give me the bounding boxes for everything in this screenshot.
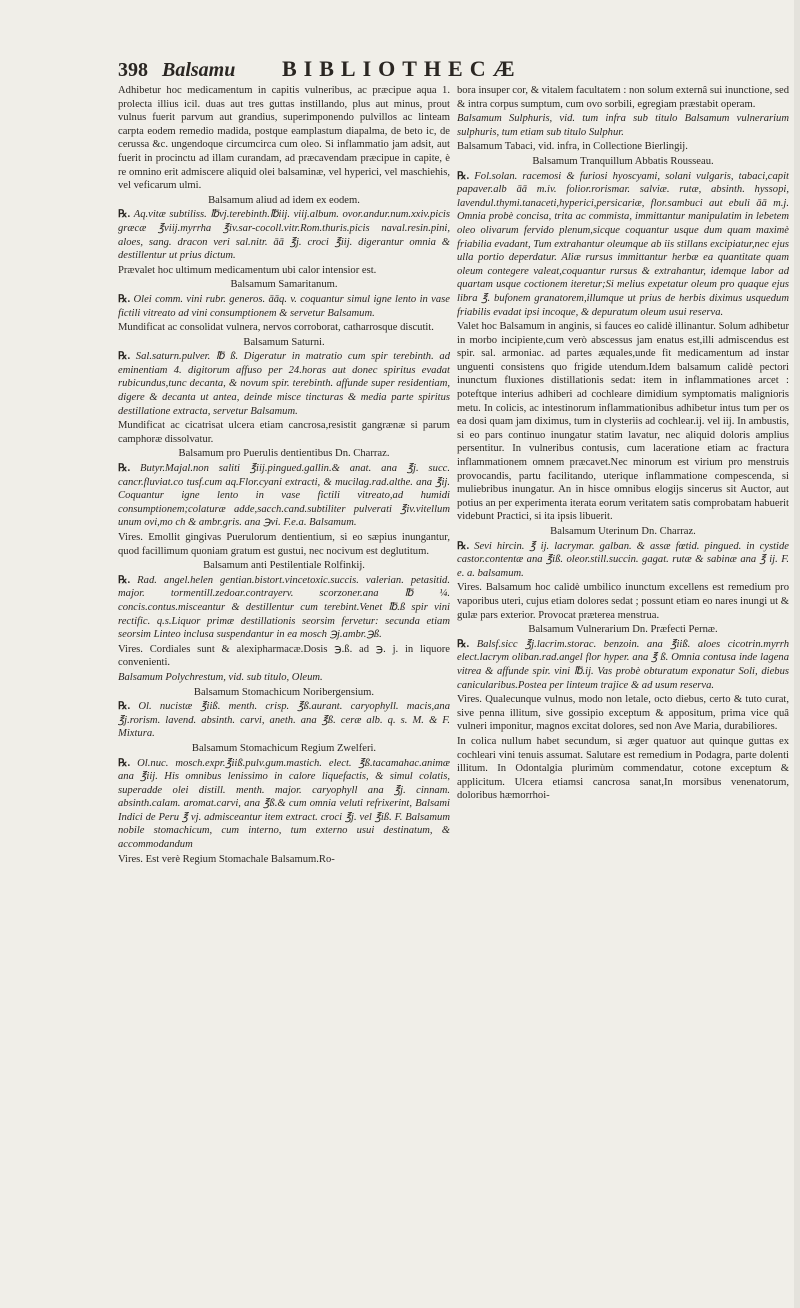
left-column-paragraph: ℞. Sal.saturn.pulver. ℔ ß. Digeratur in matratio cum spir terebinth. ad eminentiam 4. digitorum affuso per 24.horas aut donec spiritus evadat rubicundus,tunc decanta, & novum spir. terebinth. affunde super residentiam, digere & decanta ut antea, deinde misce tincturas & media parte spiritus destillatione extracta, servetur Balsamum. bbox=[118, 351, 450, 417]
left-column-paragraph: ℞. Ol.nuc. mosch.expr.℥iiß.pulv.gum.mastich. elect. ℥ß.tacamahac.animæ ana ℥iij. His omnibus lenissimo in calore liquefactis, & simul colatis, superadde olei distill. menth. major. caryophyll ana ℥j. cinnam. absinth.calam. aromat.carvi, ana ℥ß.& cum omnia veluti refrixerint, Balsami Indici de Peru ℥ vj. admisceantur item extract. croci ℥j. vel ℥iß. F. Balsamum nobile stomachicum, cum interno, tum externo usui destinatum, & accommodandum bbox=[118, 757, 450, 851]
recipe-icon: ℞. bbox=[118, 574, 138, 586]
left-column-paragraph: Vires. Emollit gingivas Puerulorum dentientium, si eo sæpius inungantur, quod facillimum quoniam gratum est gustui, nec nocivum est deglutitum. bbox=[118, 532, 450, 557]
right-column bbox=[457, 84, 789, 804]
right-column-paragraph: Balsamum Tabaci, vid. infra, in Collectione Bierlingij. bbox=[457, 141, 688, 153]
right-column-paragraph: Balsamum Tranquillum Abbatis Rousseau. bbox=[532, 155, 714, 167]
recipe-icon: ℞. bbox=[118, 463, 141, 475]
left-column-paragraph: ℞. Rad. angel.helen gentian.bistort.vincetoxic.succis. valerian. petasitid. major. tormentill.zedoar.contrayerv. scorzoner.ana ℔ ¼. concis.contus.misceantur & destillentur cum terebint.Venet ℔.ß spir vini rectific. q.s.Liquor primæ destillationis seorsim fervetur: secunda etiam seorsim Linteo inclusa suspendantur in ea mosch ℈j.ambr.℈ß. bbox=[118, 574, 451, 641]
left-column-paragraph: Mundificat ac consolidat vulnera, nervos corroborat, catharrosque discutit. bbox=[118, 322, 434, 334]
recipe-icon: ℞. bbox=[118, 701, 139, 713]
right-column-paragraph: ℞. Balsf.sicc ℥j.lacrim.storac. benzoin. ana ℥iiß. aloes cicotrin.myrrh elect.lacrym oliban.rad.angel flor hyper. ana ℥ ß. Omnia contusa inde lagena vitrea & affunde spir. vini ℔.ij. Vas probè obturatum exponatur Soli, diebus canicularibus.Postea per linteum trajice & ad usum reserva. bbox=[457, 638, 790, 691]
right-column-paragraph: Balsamum Sulphuris, vid. tum infra sub titulo Balsamum vulnerarium sulphuris, tum etiam sub titulo Sulphur. bbox=[457, 113, 789, 138]
left-column-paragraph: Balsamum Samaritanum. bbox=[230, 279, 338, 291]
left-column-paragraph: Balsamum anti Pestilentiale Rolfinkij. bbox=[203, 560, 365, 572]
right-column-paragraph: In colica nullum habet secundum, si æger quatuor aut quinque guttas ex cochleari vini tenuis assumat. Salutare est remedium in Podagra, parte dolenti illitum. In Odontalgia plurimùm commendatur, cotone exceptum & applicitum. Ulcera etiamsi cancrosa sanat,In morsibus venenatorum, doloribus hæmorrhoi- bbox=[457, 735, 789, 802]
recipe-icon: ℞. bbox=[457, 638, 477, 650]
right-column-paragraph: bora insuper cor, & vitalem facultatem : non solum externâ sui inunctione, sed & intra corpus sumptum, cum ovo sorbili, egregiam præstabit operam. bbox=[457, 85, 790, 110]
right-column-paragraph: Vires. Balsamum hoc calidè umbilico inunctum excellens est remedium pro vaporibus uteri, cujus etiam dolores sedat ; possunt etiam eo nares inungi ut & gulæ pars exterior. Provocat præterea menstrua. bbox=[457, 582, 789, 621]
left-column-paragraph: Mundificat ac cicatrisat ulcera etiam cancrosa,resistit gangrænæ si parum camphoræ dissolvatur. bbox=[118, 420, 450, 445]
right-column-paragraph: Balsamum Vulnerarium Dn. Præfecti Pernæ. bbox=[528, 624, 718, 636]
recipe-icon: ℞. bbox=[118, 293, 134, 305]
recipe-icon: ℞. bbox=[118, 209, 134, 221]
left-column-paragraph: Balsamum Polychrestum, vid. sub titulo, Oleum. bbox=[118, 671, 323, 683]
left-column-paragraph: Balsamum Stomachicum Noribergensium. bbox=[193, 686, 375, 698]
right-column-paragraph: Valet hoc Balsamum in anginis, si fauces eo calidè illinantur. Solum adhibetur in morbo incipiente,cum verò abscessus jam enatus est,illi admiscendus est spir. sal. armoniac. ad partes æquales,unde fit medicamentum ad instar unguenti consistens quo frigide utendum.Idem balsamum calidè pectori inunctum fluxiones distillationis sedat: item in inflammationes arcet : poteftque interius adhiberi ad cochleare dimidium symptomatis malignioris metu. In colicis, ac intestinorum inflammationibus adhibetur intus tum per os ea dosi quam jam diximus, tum in clysteriis ad cochlear.ij. vel iij. In ambustis, si eo pars continuo inungatur statim lavatur, nec aliquid doloris amplius persentitur. In vulneribus contusis, cum laceratione etiam ac fractura inflammationem omnem præcavet.Nec minorum est virium pro menstruis provocandis, partu facilitando, uterique inflammatione compescenda, si muliebribus inungatur. An in hisce omnibus elogijs sincerus sit Auctor, aut potius an per experimenta iterata eorum veritatem satis comprobatam habuerit videbunt Practici, si ita ipsis libuerit. bbox=[457, 321, 789, 523]
right-column-paragraph: Balsamum Uterinum Dn. Charraz. bbox=[550, 526, 696, 537]
recipe-icon: ℞. bbox=[457, 540, 475, 552]
recipe-icon: ℞. bbox=[457, 170, 475, 182]
left-column-paragraph: Prævalet hoc ultimum medicamentum ubi calor intensior est. bbox=[118, 264, 377, 276]
left-column-paragraph: ℞. Olei comm. vini rubr. generos. āāq. v. coquantur simul igne lento in vase fictili vitreato ad vini consumptionem & servetur Balsamum. bbox=[118, 293, 450, 319]
left-column-paragraph: Balsamum Stomachicum Regium Zwelferi. bbox=[191, 742, 377, 754]
left-column-paragraph: Vires. Cordiales sunt & alexipharmacæ.Dosis ℈.ß. ad ℈. j. in liquore convenienti. bbox=[118, 643, 450, 669]
right-column-paragraph: ℞. Fol.solan. racemosi & furiosi hyoscyami, solani vulgaris, tabaci,capit papaver.alb āā m.iv. folior.rorismar. salviæ. rutæ, absinth. hyssopi, lavendul.thymi.tanaceti,hyperici,persicariæ, flor.sambuci aut ebuli āā m.j. Omnia probè concisa, trita ac commista, immittantur manipulatim in lebetem oleo olivarum fervido plenum,sicque coquantur usque dum quam maximè friabilia evadant, Tum extrahantur oleumque ab iis stillans excipiatur,nec ejus ulla portio deperdatur. Aliæ rursus immittantur herbæ ea quantitate quam oleum contegere valeat,coquantur rursus & extrahantur, idemque labor ad quartam usque coctionem iteretur;Si melius expetatur oleum pro quaque ejus libra ℥. bufonem granatorem,illumque ut prius de herbis diximus usquedum friabilis evadat ipsi incoque, & depuratum oleum usui reserva. bbox=[457, 170, 789, 318]
page-header bbox=[118, 56, 800, 84]
page-number: 398 bbox=[118, 59, 148, 81]
left-column-paragraph: Adhibetur hoc medicamentum in capitis vulneribus, ac præcipue aqua 1. prolecta illius icil. duas aut tres guttas instillando, plus aut minus, prout vulnus fuerit parvum aut grandius, superimponendo pulvillos ac linteam carpta eodem remedio madida, postque eamplastum diapalma, de beto ic, de cerussa &c. ungendoque circumcirca cum oleo. Si inflammatio jam adsit, aut fuerit in procinctu ad illam curandam, ad præcavendam præcipue in capite, è re omnino erit admiscere aliquid olei balsaminæ, vel hyperici, vel maschiehis, vel veficarum ulmi. bbox=[118, 85, 450, 192]
left-column-paragraph: Balsamum Saturni. bbox=[243, 336, 325, 348]
left-column-paragraph: ℞. Aq.vitæ subtiliss. ℔vj.terebinth.℔iij. viij.album. ovor.andur.num.xxiv.picis græcæ ℥viij.myrrha ℥iv.sar-cocoll.vitr.Rom.thuris.picis naval.resin.pini, aloes, sang. dracon veri sal.nitr. āā ℥j. croci ℥iij. digerantur omnia & destillentur ut prius dictum. bbox=[118, 209, 451, 262]
recipe-icon: ℞. bbox=[118, 757, 138, 769]
left-column-paragraph: ℞. Butyr.Majal.non saliti ℥iij.pingued.gallin.& anat. ana ℥j. succ. cancr.fluviat.co tusf.cum aq.Flor.cyani extracti, & mucilag.rad.althe. ana ℥ij. Coquantur igne lento in vase fictili vitreato,ad humidi consumptionem;colaturæ adde,sacch.cand.subtiliter pulverati ℥iv.vitellum unum ovi,mo ch & ambr.gris. ana ℈vi. F.e.a. Balsamum. bbox=[118, 463, 450, 529]
left-column-paragraph: ℞. Ol. nucistæ ℥iiß. menth. crisp. ℥ß.aurant. caryophyll. macis,ana ℥j.rorism. lavend. absinth. carvi, aneth. ana ℥ß. ceræ alb. q. s. M. & F. Mixtura. bbox=[118, 701, 451, 740]
running-head: Balsamu bbox=[162, 59, 236, 81]
right-column-paragraph: ℞. Sevi hircin. ℥ ij. lacrymar. galban. & assæ fœtid. pingued. in cystide castor.contentæ ana ℥iß. oleor.still.succin. gagat. rutæ & sabinæ ana ℥ ij. F. e. a. balsamum. bbox=[457, 540, 789, 579]
page-edge bbox=[794, 0, 800, 1308]
left-column-paragraph: Balsamum pro Puerulis dentientibus Dn. Charraz. bbox=[178, 448, 390, 460]
page-title: BIBLIOTHECÆ bbox=[282, 56, 522, 81]
right-column-paragraph: Vires. Qualecunque vulnus, modo non letale, octo diebus, certo & tuto curat, sive penna illitum, sive gossipio exceptum & appositum, prima vice quâ vulneri imponitur, magnos excitat dolores, sed non Ave Maria, durabiliores. bbox=[457, 694, 789, 733]
left-column bbox=[118, 84, 450, 867]
left-column-paragraph: Vires. Est verè Regium Stomachale Balsamum.Ro- bbox=[118, 853, 335, 865]
left-column-paragraph: Balsamum aliud ad idem ex eodem. bbox=[208, 194, 360, 206]
recipe-icon: ℞. bbox=[118, 351, 136, 363]
